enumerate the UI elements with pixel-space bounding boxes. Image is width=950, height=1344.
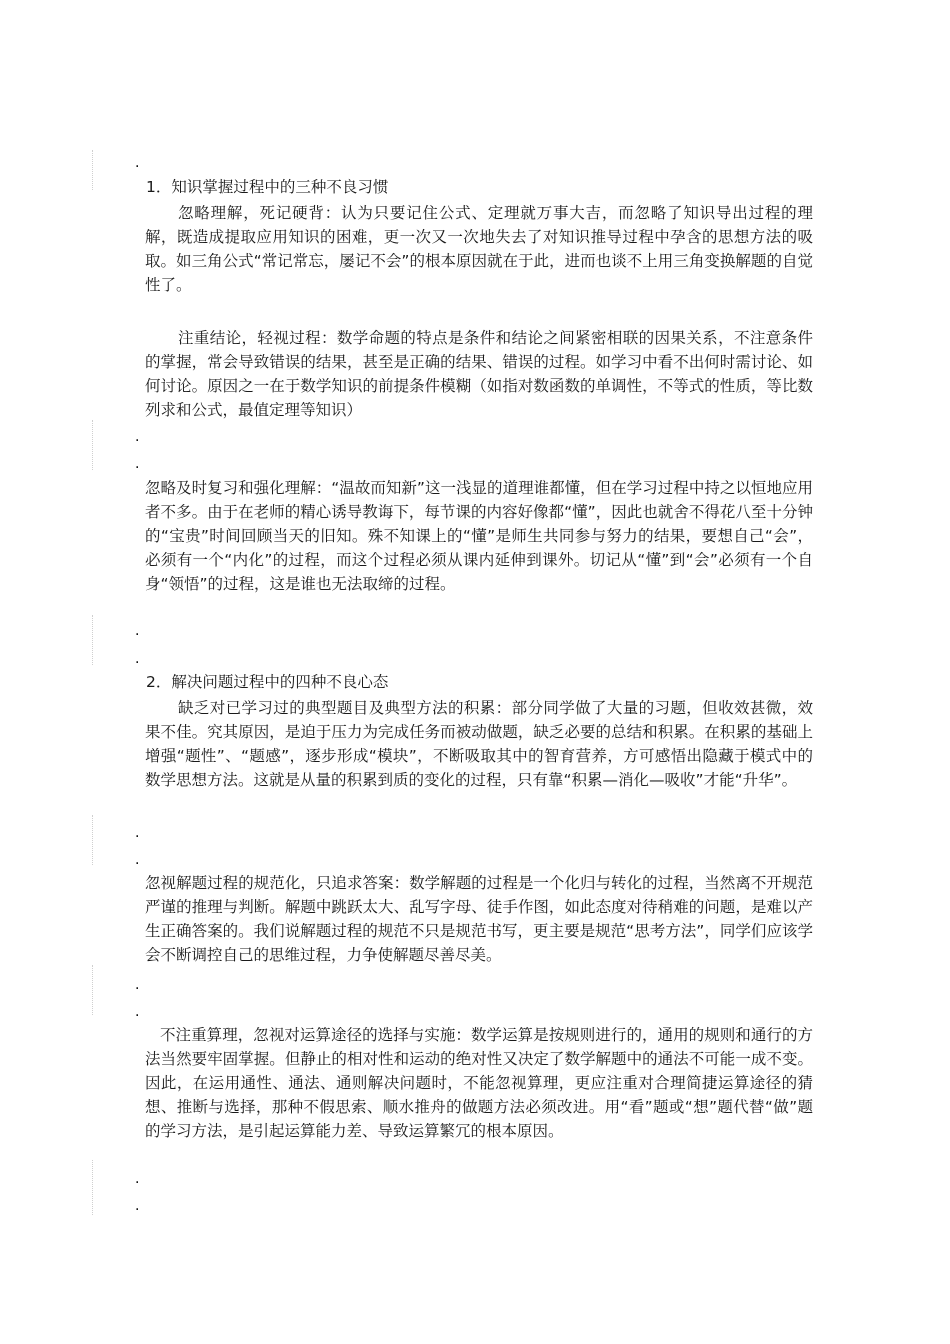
margin-mark xyxy=(92,965,93,1015)
bullet-dot: . xyxy=(135,852,140,868)
margin-mark xyxy=(92,150,93,190)
margin-mark xyxy=(92,615,93,665)
bullet-dot: . xyxy=(135,623,140,639)
bullet-dot: . xyxy=(135,1198,140,1214)
paragraph: 注重结论，轻视过程：数学命题的特点是条件和结论之间紧密相联的因果关系，不注意条件的掌握，常会导致错误的结果，甚至是正确的结果、错误的过程。如学习中看不出何时需讨论、如何讨论。原因之一在于数学知识的前提条件模糊（如指对数函数的单调性，不等式的性质，等比数列求和公式，最值定理等知识） xyxy=(145,329,813,419)
bullet-dot: . xyxy=(135,155,140,171)
margin-mark xyxy=(92,815,93,865)
margin-mark xyxy=(92,1160,93,1215)
paragraph: 缺乏对已学习过的典型题目及典型方法的积累：部分同学做了大量的习题，但收效甚微，效果不佳。究其原因，是迫于压力为完成任务而被动做题，缺乏必要的总结和积累。在积累的基础上增强“题性”、“题感”，逐步形成“模块”，不断吸取其中的智育营养，方可感悟出隐藏于模式中的数学思想方法。这就是从量的积累到质的变化的过程，只有靠“积累—消化—吸收”才能“升华”。 xyxy=(145,699,813,789)
margin-mark xyxy=(92,420,93,470)
paragraph: 忽略及时复习和强化理解：“温故而知新”这一浅显的道理谁都懂，但在学习过程中持之以恒地应用者不多。由于在老师的精心诱导教诲下，每节课的内容好像都“懂”，因此也就舍不得花八至十分钟的“宝贵”时间回顾当天的旧知。殊不知课上的“懂”是师生共同参与努力的结果，要想自己“会”，必须有一个“内化”的过程，而这个过程必须从课内延伸到课外。切记从“懂”到“会”必须有一个自身“领悟”的过程，这是谁也无法取缔的过程。 xyxy=(145,479,813,593)
bullet-dot: . xyxy=(135,825,140,841)
paragraph: 不注重算理，忽视对运算途径的选择与实施：数学运算是按规则进行的，通用的规则和通行的方法当然要牢固掌握。但静止的相对性和运动的绝对性又决定了数学解题中的通法不可能一成不变。因此，在运用通性、通法、通则解决问题时，不能忽视算理，更应注重对合理简捷运算途径的猜想、推断与选择，那种不假思索、顺水推舟的做题方法必须改进。用“看”题或“想”题代替“做”题的学习方法，是引起运算能力差、导致运算繁冗的根本原因。 xyxy=(145,1026,813,1140)
section-heading: 2．解决问题过程中的四种不良心态 xyxy=(146,673,389,691)
paragraph: 忽略理解，死记硬背：认为只要记住公式、定理就万事大吉，而忽略了知识导出过程的理解，既造成提取应用知识的困难，更一次又一次地失去了对知识推导过程中孕含的思想方法的吸取。如三角公式“常记常忘，屡记不会”的根本原因就在于此，进而也谈不上用三角变换解题的自觉性了。 xyxy=(145,204,813,294)
bullet-dot: . xyxy=(135,1004,140,1020)
section-heading: 1．知识掌握过程中的三种不良习惯 xyxy=(146,178,389,196)
paragraph: 忽视解题过程的规范化，只追求答案：数学解题的过程是一个化归与转化的过程，当然离不开规范严谨的推理与判断。解题中跳跃太大、乱写字母、徒手作图，如此态度对待稍难的问题，是难以产生正确答案的。我们说解题过程的规范不只是规范书写，更主要是规范“思考方法”，同学们应该学会不断调控自己的思维过程，力争使解题尽善尽美。 xyxy=(145,874,813,964)
bullet-dot: . xyxy=(135,1171,140,1187)
bullet-dot: . xyxy=(135,429,140,445)
bullet-dot: . xyxy=(135,456,140,472)
bullet-dot: . xyxy=(135,651,140,667)
bullet-dot: . xyxy=(135,977,140,993)
